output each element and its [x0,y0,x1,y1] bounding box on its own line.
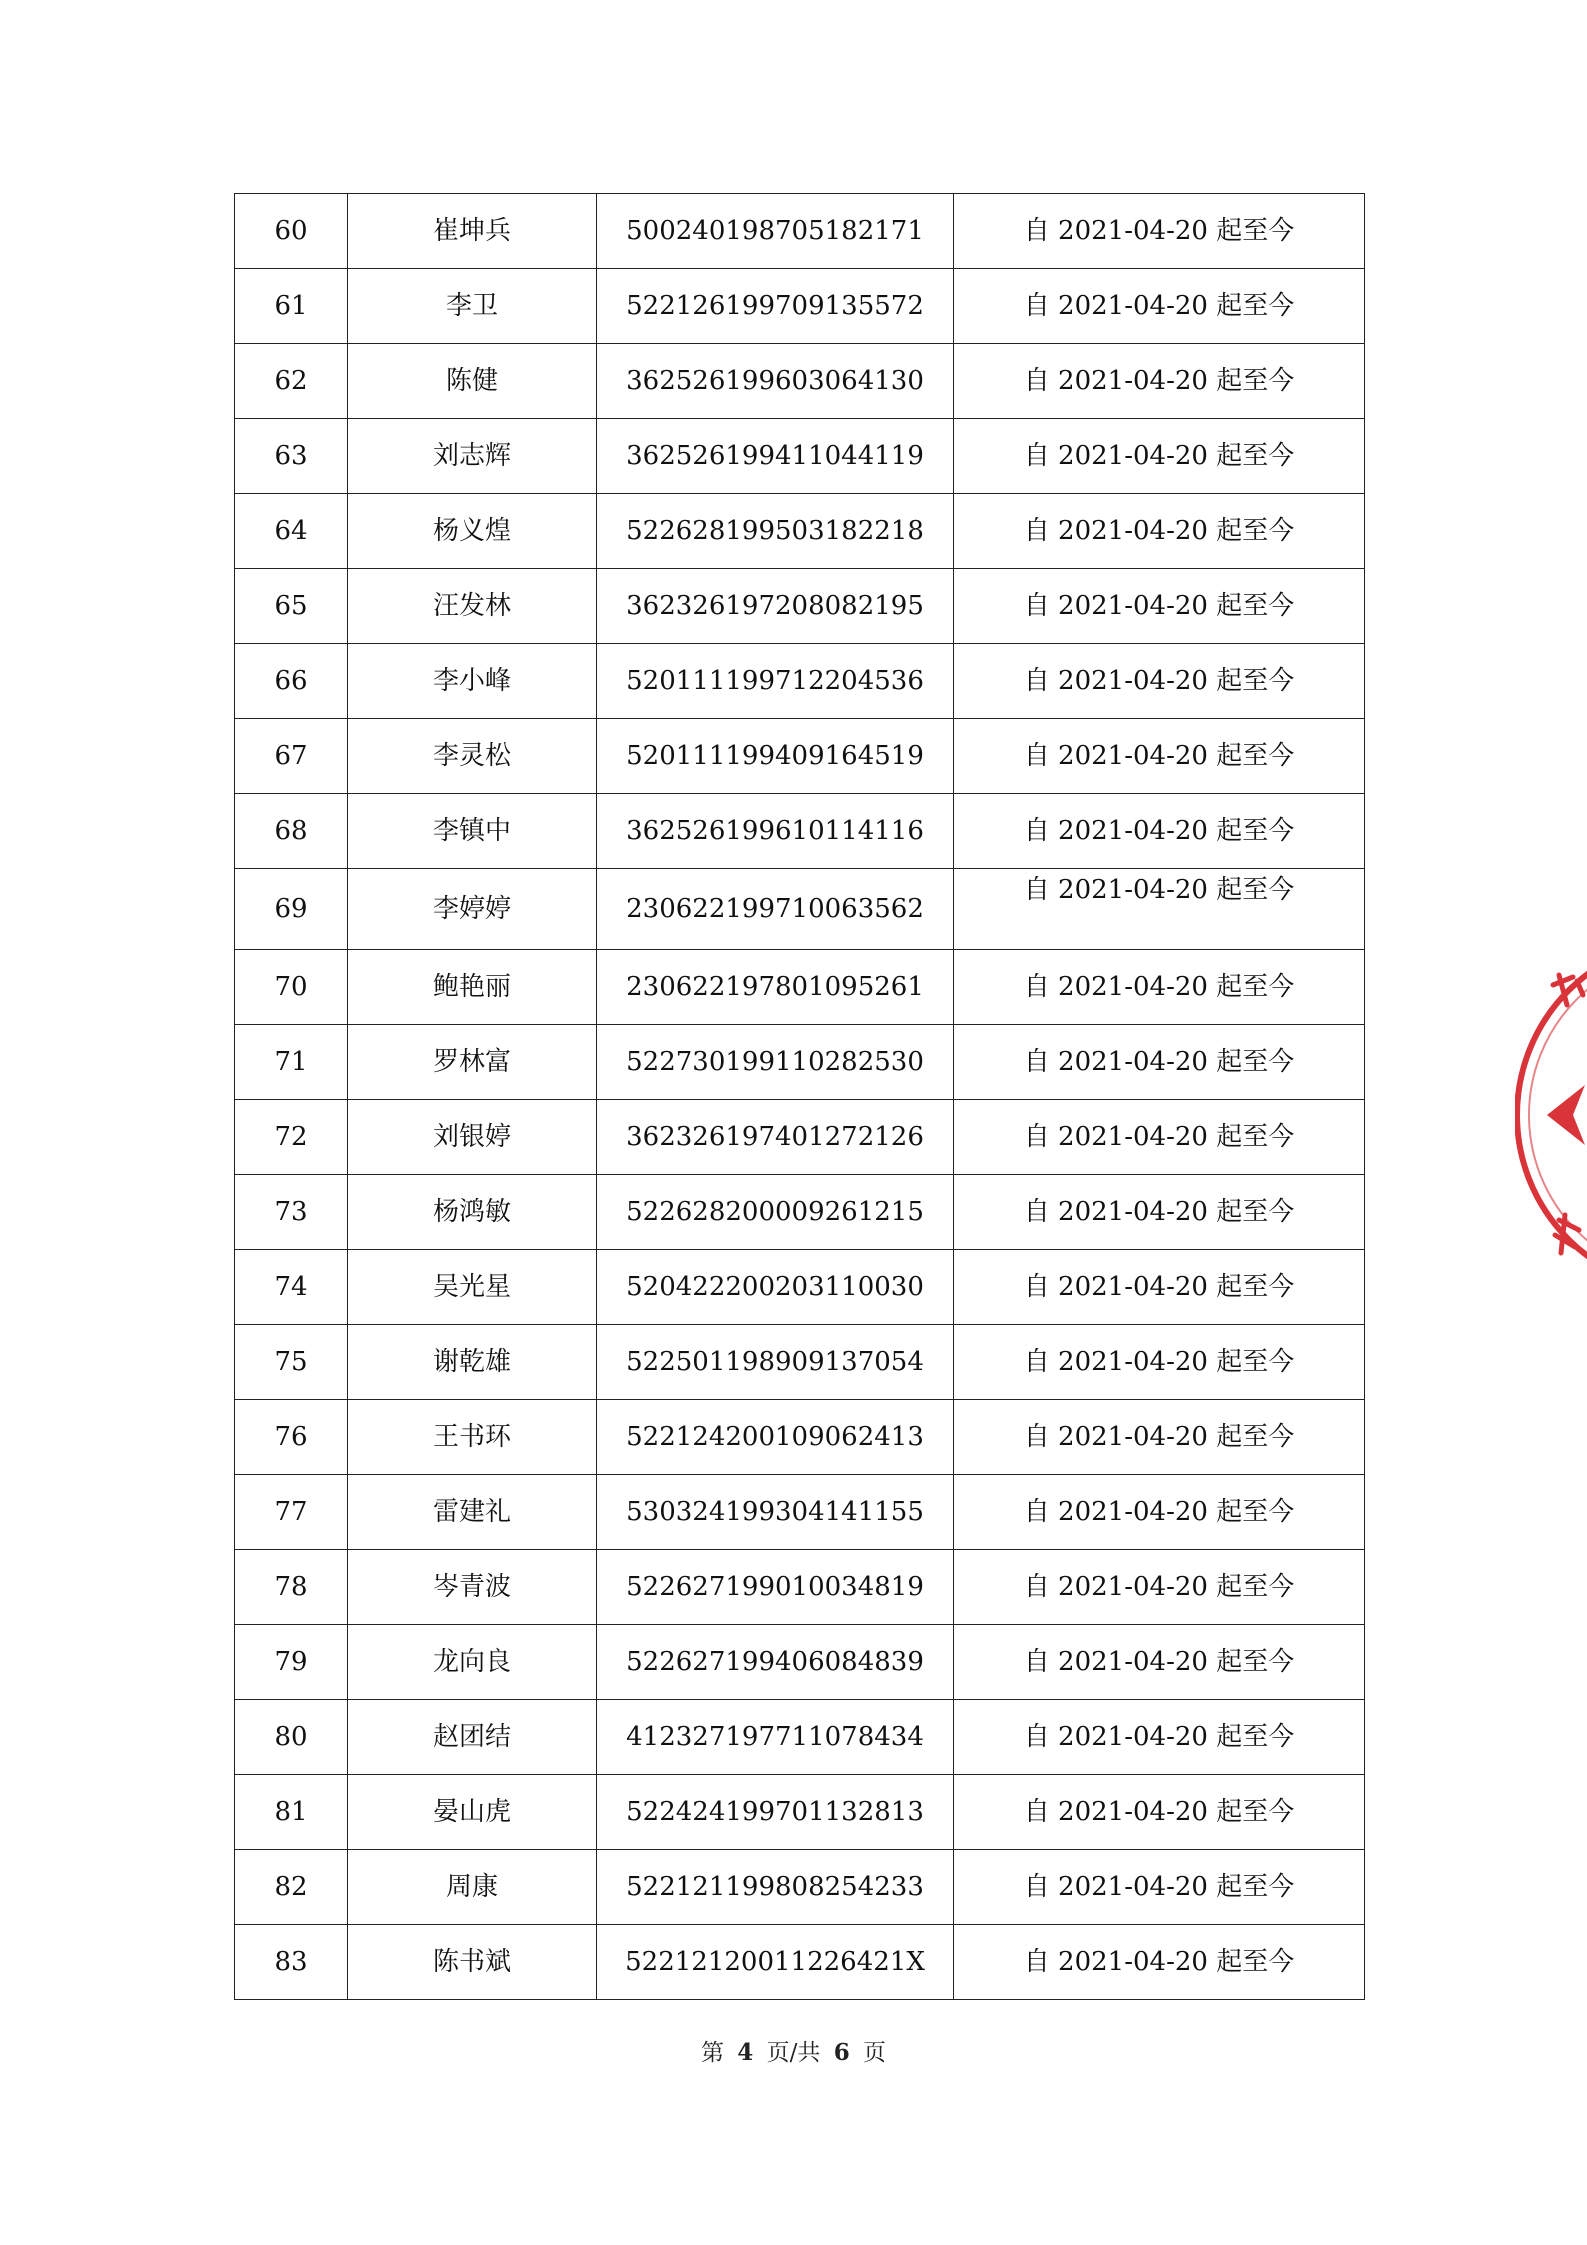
person-name: 鲍艳丽 [348,950,597,1025]
table-row [235,194,1365,269]
id-number: 520111199409164519 [597,719,954,794]
footer-suffix: 页 [863,2040,887,2066]
person-name: 谢乾雄 [348,1325,597,1400]
table-row [235,1175,1365,1250]
page-footer [0,2034,1587,2067]
id-number: 362326197208082195 [597,569,954,644]
row-number: 79 [235,1625,348,1700]
person-name: 岑青波 [348,1550,597,1625]
id-number: 522124200109062413 [597,1400,954,1475]
person-name: 刘志辉 [348,419,597,494]
table-row [235,1100,1365,1175]
person-name: 罗林富 [348,1025,597,1100]
row-number: 66 [235,644,348,719]
person-name: 晏山虎 [348,1775,597,1850]
person-name: 王书环 [348,1400,597,1475]
employment-period: 自 2021-04-20 起至今 [954,1175,1365,1250]
table-row [235,950,1365,1025]
employment-period: 自 2021-04-20 起至今 [954,1250,1365,1325]
person-name: 吴光星 [348,1250,597,1325]
employment-period: 自 2021-04-20 起至今 [954,644,1365,719]
row-number: 78 [235,1550,348,1625]
employment-period: 自 2021-04-20 起至今 [954,950,1365,1025]
table-row [235,1850,1365,1925]
employment-period: 自 2021-04-20 起至今 [954,1850,1365,1925]
employment-period: 自 2021-04-20 起至今 [954,869,1365,950]
id-number: 520111199712204536 [597,644,954,719]
official-seal-icon [1515,935,1587,1295]
row-number: 64 [235,494,348,569]
employment-period: 自 2021-04-20 起至今 [954,1100,1365,1175]
id-number: 522121199808254233 [597,1850,954,1925]
employment-period: 自 2021-04-20 起至今 [954,1775,1365,1850]
row-number: 69 [235,869,348,950]
employment-period: 自 2021-04-20 起至今 [954,569,1365,644]
row-number: 67 [235,719,348,794]
row-number: 76 [235,1400,348,1475]
total-page-number: 6 [833,2039,850,2066]
table-row [235,1325,1365,1400]
employment-period: 自 2021-04-20 起至今 [954,1475,1365,1550]
id-number: 522501198909137054 [597,1325,954,1400]
person-name: 刘银婷 [348,1100,597,1175]
employment-period: 自 2021-04-20 起至今 [954,794,1365,869]
table-row [235,1475,1365,1550]
id-number: 362326197401272126 [597,1100,954,1175]
employment-period: 自 2021-04-20 起至今 [954,1550,1365,1625]
table-row [235,1625,1365,1700]
person-name: 雷建礼 [348,1475,597,1550]
id-number: 522126199709135572 [597,269,954,344]
row-number: 62 [235,344,348,419]
table-row [235,1775,1365,1850]
employment-period: 自 2021-04-20 起至今 [954,1700,1365,1775]
employment-period: 自 2021-04-20 起至今 [954,269,1365,344]
person-name: 李灵松 [348,719,597,794]
id-number: 530324199304141155 [597,1475,954,1550]
row-number: 73 [235,1175,348,1250]
row-number: 81 [235,1775,348,1850]
row-number: 77 [235,1475,348,1550]
row-number: 70 [235,950,348,1025]
employment-period: 自 2021-04-20 起至今 [954,719,1365,794]
id-number: 230622197801095261 [597,950,954,1025]
person-name: 陈健 [348,344,597,419]
table-row [235,419,1365,494]
id-number: 522730199110282530 [597,1025,954,1100]
person-name: 赵团结 [348,1700,597,1775]
table-row [235,269,1365,344]
person-name: 李卫 [348,269,597,344]
row-number: 60 [235,194,348,269]
table-row [235,1400,1365,1475]
row-number: 82 [235,1850,348,1925]
row-number: 80 [235,1700,348,1775]
id-number: 522627199010034819 [597,1550,954,1625]
person-name: 李镇中 [348,794,597,869]
table-row [235,1550,1365,1625]
id-number: 52212120011226421X [597,1925,954,2000]
person-name: 陈书斌 [348,1925,597,2000]
table-row [235,644,1365,719]
id-number: 500240198705182171 [597,194,954,269]
row-number: 61 [235,269,348,344]
person-name: 李小峰 [348,644,597,719]
id-number: 522628199503182218 [597,494,954,569]
employment-period: 自 2021-04-20 起至今 [954,344,1365,419]
person-name: 龙向良 [348,1625,597,1700]
table-row [235,1700,1365,1775]
table-row [235,494,1365,569]
footer-middle: 页/共 [766,2040,821,2066]
person-name: 杨鸿敏 [348,1175,597,1250]
personnel-table-body [235,194,1365,2000]
id-number: 412327197711078434 [597,1700,954,1775]
table-row [235,794,1365,869]
employment-period: 自 2021-04-20 起至今 [954,1625,1365,1700]
row-number: 68 [235,794,348,869]
person-name: 周康 [348,1850,597,1925]
id-number: 362526199411044119 [597,419,954,494]
row-number: 83 [235,1925,348,2000]
row-number: 63 [235,419,348,494]
row-number: 75 [235,1325,348,1400]
id-number: 520422200203110030 [597,1250,954,1325]
table-row [235,1250,1365,1325]
employment-period: 自 2021-04-20 起至今 [954,1025,1365,1100]
id-number: 362526199603064130 [597,344,954,419]
id-number: 522627199406084839 [597,1625,954,1700]
employment-period: 自 2021-04-20 起至今 [954,1925,1365,2000]
table-row [235,344,1365,419]
table-row [235,719,1365,794]
employment-period: 自 2021-04-20 起至今 [954,494,1365,569]
footer-prefix: 第 [700,2040,724,2066]
row-number: 71 [235,1025,348,1100]
id-number: 522424199701132813 [597,1775,954,1850]
row-number: 74 [235,1250,348,1325]
employment-period: 自 2021-04-20 起至今 [954,1325,1365,1400]
table-row [235,1025,1365,1100]
id-number: 230622199710063562 [597,869,954,950]
table-row [235,869,1365,950]
current-page-number: 4 [737,2039,754,2066]
employment-period: 自 2021-04-20 起至今 [954,194,1365,269]
table-row [235,569,1365,644]
employment-period: 自 2021-04-20 起至今 [954,1400,1365,1475]
person-name: 杨义煌 [348,494,597,569]
person-name: 李婷婷 [348,869,597,950]
row-number: 65 [235,569,348,644]
id-number: 362526199610114116 [597,794,954,869]
table-row [235,1925,1365,2000]
person-name: 崔坤兵 [348,194,597,269]
person-name: 汪发林 [348,569,597,644]
personnel-table [234,193,1365,2000]
row-number: 72 [235,1100,348,1175]
id-number: 522628200009261215 [597,1175,954,1250]
employment-period: 自 2021-04-20 起至今 [954,419,1365,494]
